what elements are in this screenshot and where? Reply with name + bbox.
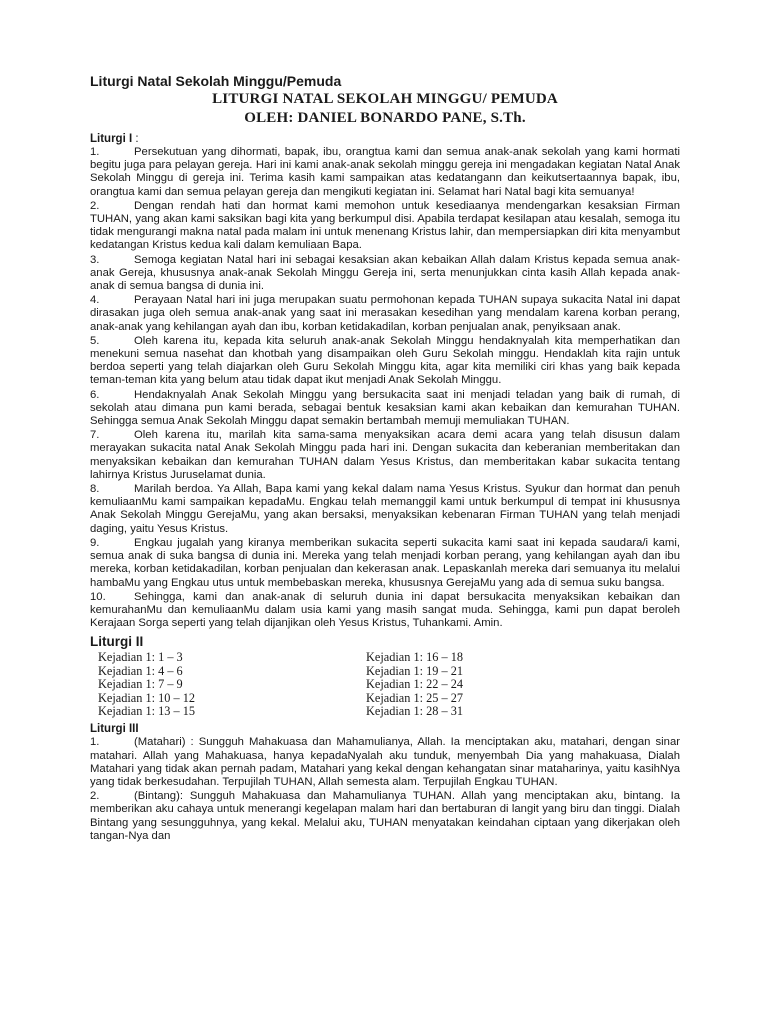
paragraph (90, 254, 680, 294)
paragraph-number: 9. (90, 536, 100, 549)
paragraph-text: Hendaknyalah Anak Sekolah Minggu yang bersukacita saat ini menjadi teladan yang baik di rumah, di sekolah atau dimana pun kami berada, sebagai bentuk kesaksian kami akan kebaikan dan kemurahan TUHAN. Sehingga semua Anak Sekolah Minggu dapat semakin bertambah memuji memuliakan TUHAN. (90, 388, 680, 428)
paragraph-text: Dengan rendah hati dan hormat kami memohon untuk kesediaanya mendengarkan kesaksian Firman TUHAN, yang akan kami saksikan bagi kita yang berkumpul disi. Apabila terdapat kesilapan atau kesalah, semoga itu tidak mengurangi makna natal pada malam ini untuk menenang Kristus lahir, dan mempersiapkan diri kita menyambut kedatangan Kristus kedua kali dalam kemuliaan Bapa. (90, 199, 680, 252)
paragraph (90, 736, 680, 789)
paragraph (90, 294, 680, 334)
paragraph-text: Persekutuan yang dihormati, bapak, ibu, orangtua kami dan semua anak-anak sekolah yang kami hormati begitu juga para pelayan gereja. Hari ini kami anak-anak sekolah minggu gereja ini mengadakan kegiatan Natal Anak Sekolah Minggu di gereja ini. Terima kasih kami sampaikan atas kedatangann dan keikutsertaannya bapak, ibu, orangtua kami dan semua pelayan gereja dan mengikuti kegiatan ini. Selamat hari Natal bagi kita semuanya! (90, 146, 680, 198)
paragraph (90, 200, 680, 253)
paragraph-number: 5. (90, 334, 100, 347)
paragraph-number: 2. (90, 199, 100, 212)
paragraph (90, 389, 680, 429)
paragraph (90, 335, 680, 388)
document-title: Liturgi Natal Sekolah Minggu/Pemuda (90, 73, 342, 89)
paragraph-text: Engkau jugalah yang kiranya memberikan sukacita seperti sukacita kami saat ini kepada saudara/i kami, semua anak di suka bangsa di dunia ini. Mereka yang telah menjadi korban perang, yang kehilangan ayah dan ibu mereka, korban ketidakadilan, korban penjualan dan kekerasan anak. Lepaskanlah mereka dari semuanya itu melalui hambaMu yang Engkau utus untuk membebaskan mereka, khususnya GerejaMu yang ada di semua suku bangsa. (90, 536, 680, 589)
paragraph (90, 591, 680, 631)
liturgi-1-heading (90, 132, 680, 146)
paragraph-text: (Bintang): Sungguh Mahakuasa dan Mahamulianya TUHAN. Allah yang menciptakan aku, bintang. Ia memberikan aku cahaya untuk menerangi kegelapan malam hari dan bertaburan di langit yang biru dan tinggi. Dialah Bintang yang sesungguhnya, yang kekal. Melalui aku, TUHAN menyatakan keindahan ciptaan yang dikerjakan oleh tangan-Nya dan (90, 790, 680, 842)
liturgi-1-paragraphs (90, 146, 680, 630)
paragraph-number: 2. (90, 790, 100, 803)
scripture-reference: Kejadian 1: 22 – 24 (366, 677, 463, 692)
paragraph (90, 790, 680, 843)
paragraph-text: Marilah berdoa. Ya Allah, Bapa kami yang kekal dalam nama Yesus Kristus. Syukur dan hormat dan penuh kemuliaanMu kami sampaikan kepadaMu. Engkau telah memanggil kami untuk berkumpul di tempat ini khususnya Anak Sekolah Minggu GerejaMu, yang akan bersaksi, menyaksikan kebenaran Firman TUHAN yang telah menjadi daging, yaitu Yesus Kristus. (90, 483, 680, 535)
main-title-line-1: LITURGI NATAL SEKOLAH MINGGU/ PEMUDA (212, 91, 558, 107)
paragraph (90, 429, 680, 482)
scripture-reference: Kejadian 1: 25 – 27 (366, 690, 463, 705)
scripture-column-right (366, 651, 680, 718)
paragraph-text: Semoga kegiatan Natal hari ini sebagai kesaksian akan kebaikan Allah dalam Kristus kepada semua anak-anak Gereja, khususnya anak-anak Sekolah Minggu Gereja ini, serta menunjukkan cinta kasih Allah kepada anak-anak di semua bangsa di dunia ini. (90, 253, 680, 293)
paragraph-text: Oleh karena itu, kepada kita seluruh anak-anak Sekolah Minggu hendaknyalah kita memperhatikan dan menekuni semua nasehat dan khotbah yang disampaikan oleh Guru Sekolah minggu. Hendaklah kita rajin untuk berdoa seperti yang telah diajarkan oleh Guru Sekolah Minggu kita, agar kita memiliki ciri khas yang baik kepada teman-teman kita yang belum atau tidak dapat ikut menjadi Anak Sekolah Minggu. (90, 334, 680, 387)
paragraph-number: 4. (90, 294, 100, 307)
paragraph (90, 483, 680, 536)
liturgi-1-label: Liturgi I (90, 133, 133, 145)
paragraph-number: 7. (90, 429, 100, 442)
scripture-reference: Kejadian 1: 19 – 21 (366, 663, 463, 678)
paragraph-number: 8. (90, 483, 100, 496)
paragraph-number: 6. (90, 388, 100, 401)
scripture-reference: Kejadian 1: 4 – 6 (98, 663, 183, 678)
scripture-reference: Kejadian 1: 13 – 15 (98, 703, 195, 718)
liturgi-3-heading: Liturgi III (90, 723, 139, 736)
scripture-reference: Kejadian 1: 28 – 31 (366, 703, 463, 718)
scripture-column-left (98, 651, 366, 718)
paragraph-number: 1. (90, 736, 100, 749)
paragraph-text: Perayaan Natal hari ini juga merupakan suatu permohonan kepada TUHAN supaya sukacita Natal ini dapat dirasakan juga oleh semua anak-anak yang saat ini merasakan kesedihan yang mendalam karena korban perang, anak-anak yang kehilangan ayah dan ibu, korban ketidakadilan, korban penjualan anak, penyiksaan anak. (90, 294, 680, 333)
liturgi-3-paragraphs (90, 736, 680, 843)
scripture-reference: Kejadian 1: 16 – 18 (366, 650, 463, 665)
scripture-reference: Kejadian 1: 10 – 12 (98, 690, 195, 705)
main-title-line-2: OLEH: DANIEL BONARDO PANE, S.Th. (244, 110, 526, 126)
paragraph (90, 537, 680, 590)
liturgi-2-heading: Liturgi II (90, 634, 144, 650)
paragraph-number: 10. (90, 590, 106, 603)
scripture-references (98, 651, 680, 718)
scripture-reference: Kejadian 1: 1 – 3 (98, 650, 183, 665)
paragraph-text: Oleh karena itu, marilah kita sama-sama menyaksikan acara demi acara yang telah disusun dalam merayakan sukacita natal Anak Sekolah Minggu pada hari ini. Dengan sukacita dan keberanian memberitakan dan menyaksikan kebaikan dan kemurahan TUHAN dalam Yesus Kristus, dan memberitakan kabar sukacita tentang lahirnya Kristus Juruselamat dunia. (90, 429, 680, 481)
paragraph-text: (Matahari) : Sungguh Mahakuasa dan Mahamulianya, Allah. Ia menciptakan aku, matahari, dengan sinar matahari. Allah yang Mahakuasa, hanya kepadaNyalah aku tunduk, menyembah Dia yang mahakuasa, Dialah Matahari yang tidak akan pernah padam, Matahari yang kekal dengan kehangatan sinar mataharinya, yaitu kasihNya yang tidak berkesudahan. Terpujilah TUHAN, Allah semesta alam. Terpujilah Engkau TUHAN. (90, 736, 680, 788)
scripture-reference: Kejadian 1: 7 – 9 (98, 677, 183, 692)
paragraph-text: Sehingga, kami dan anak-anak di seluruh dunia ini dapat bersukacita menyaksikan kebaikan dan kemurahanMu dan kemuliaanMu dalam usia kami yang masih sangat muda. Sehingga, kami pun dapat beroleh Kerajaan Sorga seperti yang telah dijanjikan oleh Yesus Kristus, Tuhankami. Amin. (90, 590, 680, 630)
paragraph-number: 1. (90, 146, 100, 158)
paragraph-number: 3. (90, 253, 100, 266)
liturgi-1-colon: : (132, 133, 139, 145)
paragraph (90, 146, 680, 199)
